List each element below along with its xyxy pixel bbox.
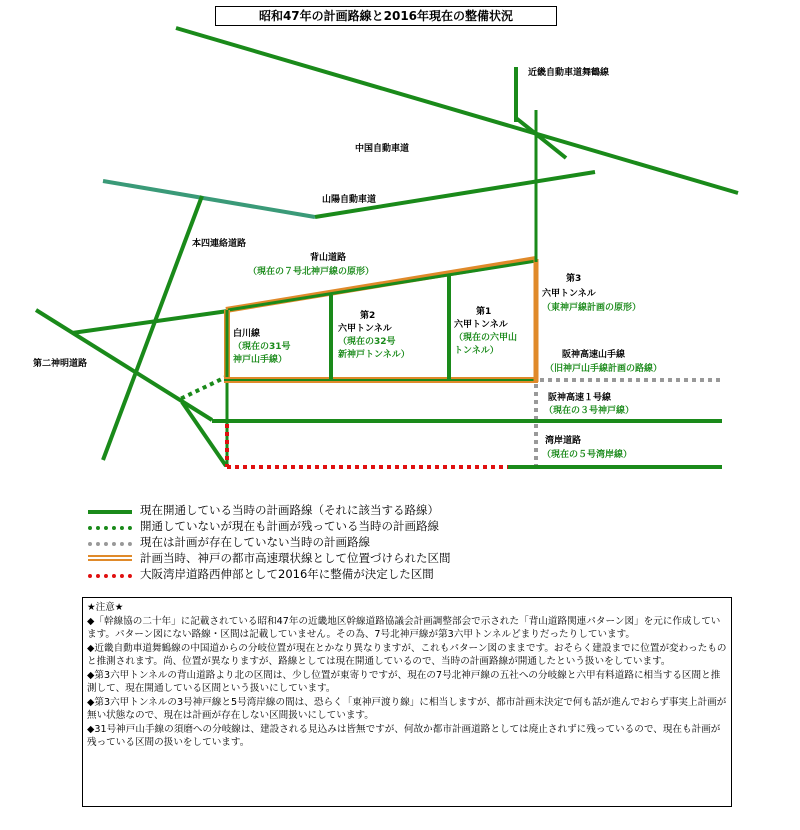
legend-item-no-plan (88, 534, 608, 550)
legend-text: 現在開通している当時の計画路線（それに該当する路線） (140, 503, 439, 517)
label-yamate-sub: （旧神戸山手線計画の路線） (545, 364, 663, 374)
label-rokko1-1: 第1 (476, 307, 492, 317)
sanyo-teal-section (103, 181, 315, 217)
legend-item-planned (88, 518, 608, 534)
label-route1: 阪神高速１号線 (548, 393, 612, 403)
legend-item-ring (88, 550, 608, 566)
note-paragraph: ◆「幹線協の二十年」に記載されている昭和47年の近畿地区幹線道路協議会計画調整部会で示された「背山道路関連パターン図」を元に作成しています。パターン図にない路線・区間は記載していません。その為、7号北神戸線が第3六甲トンネルどまりだったりしています。 (87, 615, 721, 640)
chugoku-expressway (176, 28, 738, 193)
label-daini-shinmei: 第二神明道路 (33, 359, 88, 369)
label-rokko2-sub1: （現在の32号 (338, 337, 396, 347)
label-wangan: 湾岸道路 (545, 436, 582, 446)
label-shirakawa-sub1: （現在の31号 (233, 342, 291, 352)
label-kinki: 近畿自動車道舞鶴線 (528, 68, 610, 78)
daini-shinmei-spur (182, 402, 226, 466)
legend (88, 502, 608, 582)
notes-heading: ★注意★ (87, 602, 124, 613)
label-rokko1-sub2: トンネル） (454, 346, 499, 356)
label-rokko1-2: 六甲トンネル (454, 320, 508, 330)
note-paragraph: ◆近畿自動車道舞鶴線の中国道からの分岐位置が現在とかなり異なりますが、これもパターン図のままです。おそらく建設までに位置が変わったものと推測されます。尚、位置が異なりますが、路線としては現在開通しているので、当時の計画路線が開通したという扱いをしています。 (87, 642, 727, 667)
label-shirakawa: 白川線 (233, 329, 261, 339)
label-sanyo: 山陽自動車道 (322, 195, 377, 205)
legend-item-operating (88, 502, 608, 518)
legend-swatch-no-plan (88, 542, 132, 546)
legend-swatch-operating (88, 510, 132, 514)
label-rokko3-2: 六甲トンネル (542, 289, 596, 299)
label-shirakawa-sub2: 神戸山手線） (233, 355, 288, 365)
label-sekiyama: 背山道路 (310, 253, 347, 263)
label-rokko1-sub1: （現在の六甲山 (454, 333, 518, 343)
label-sekiyama-sub: （現在の７号北神戸線の原形） (248, 267, 375, 277)
label-rokko3-sub: （東神戸線計画の原形） (542, 303, 642, 313)
map-title: 昭和47年の計画路線と2016年現在の整備状況 (215, 6, 557, 26)
note-paragraph: ◆31号神戸山手線の須磨への分岐線は、建設される見込みは皆無ですが、何故か都市計画道路としては廃止されずに残っているので、現在も計画が残っている区間の扱いをしています。 (87, 723, 721, 748)
suma-branch-planned (178, 376, 228, 400)
label-route1-sub: （現在の３号神戸線） (544, 406, 635, 416)
label-yamate: 阪神高速山手線 (562, 350, 626, 360)
legend-text: 大阪湾岸道路西伸部として2016年に整備が決定した区間 (140, 567, 434, 581)
label-wangan-sub: （現在の５号湾岸線） (542, 450, 633, 460)
note-paragraph: ◆第3六甲トンネルの3号神戸線と5号湾岸線の間は、恐らく「東神戸渡り線」に相当しますが、都市計画未決定で何も話が進んでおらず事実上計画が無い状態なので、現在は計画が存在しない区間扱いにしています。 (87, 696, 727, 721)
label-honshi: 本四連絡道路 (192, 239, 247, 249)
legend-swatch-osaka-bay (88, 574, 132, 578)
kinki-maizuru-branch (516, 118, 566, 158)
legend-text: 現在は計画が存在していない当時の計画路線 (140, 535, 370, 549)
legend-swatch-ring (88, 555, 132, 561)
label-rokko2-sub2: 新神戸トンネル） (338, 350, 410, 360)
label-rokko3-1: 第3 (566, 274, 582, 284)
label-chugoku: 中国自動車道 (355, 144, 410, 154)
legend-swatch-planned (88, 526, 132, 530)
note-paragraph: ◆第3六甲トンネルの背山道路より北の区間は、少し位置が東寄りですが、現在の7号北神戸線の五社への分岐線と六甲有料道路に相当する区間と推測して、現在開通している区間という扱いにしています。 (87, 669, 721, 694)
notes-box (82, 597, 732, 807)
label-rokko2-2: 六甲トンネル (338, 324, 392, 334)
legend-text: 計画当時、神戸の都市高速環状線として位置づけられた区間 (140, 551, 451, 565)
legend-text: 開通していないが現在も計画が残っている当時の計画路線 (140, 519, 439, 533)
label-rokko2-1: 第2 (360, 311, 376, 321)
legend-item-osaka-bay (88, 566, 608, 582)
